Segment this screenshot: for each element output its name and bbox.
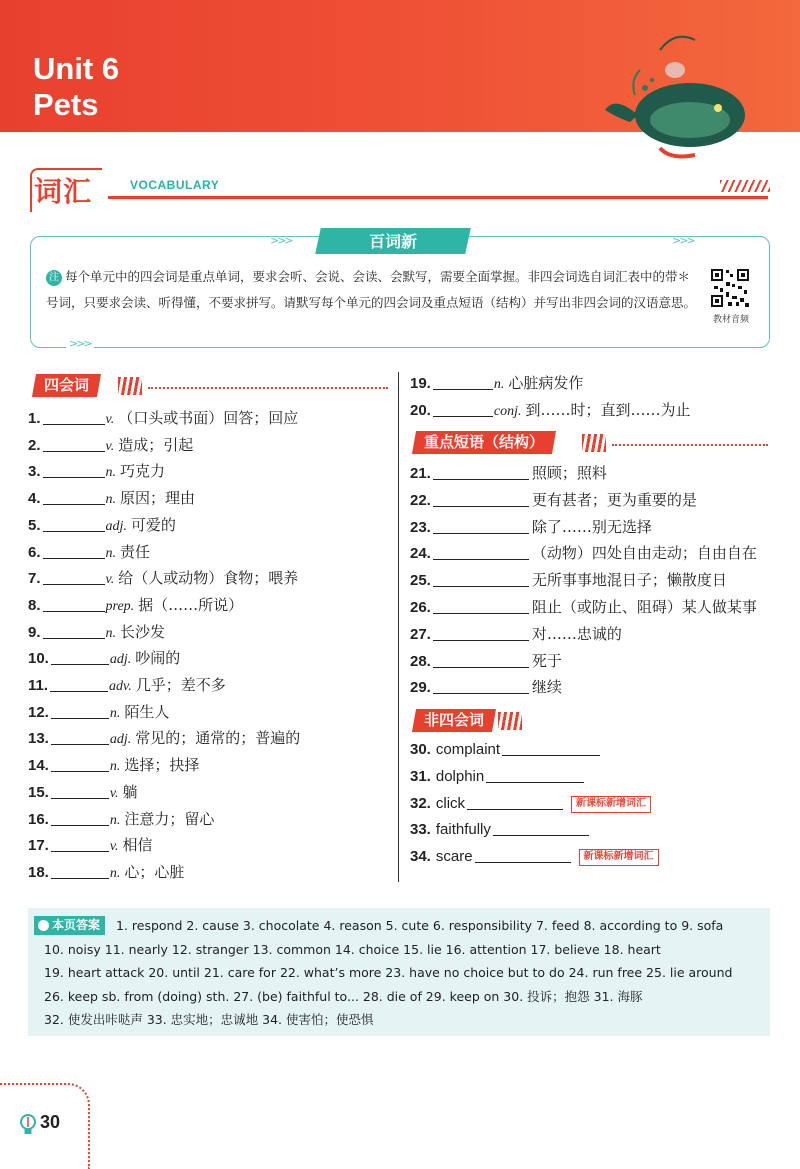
item-number: 25. [410, 572, 431, 590]
chinese-meaning: 继续 [531, 678, 562, 697]
item-number: 23. [410, 518, 431, 536]
item-number: 16. [28, 810, 49, 828]
arrows-decoration: >>> [672, 234, 694, 247]
answer-blank[interactable] [51, 755, 109, 772]
english-word: scare [435, 848, 473, 866]
new-curriculum-badge: 新课标新增词汇 [571, 796, 651, 813]
answer-line: 1. respond 2. cause 3. chocolate 4. reason 5. cute 6. responsibility 7. feed 8. according to 9. sofa [116, 918, 724, 933]
part-of-speech: n. [105, 545, 117, 561]
answer-blank[interactable] [433, 624, 529, 641]
unit-title: Unit 6 [33, 51, 120, 86]
vocab-row [28, 513, 176, 537]
chinese-meaning: 据（……所说） [138, 595, 244, 614]
answer-blank[interactable] [433, 463, 529, 480]
part-of-speech: n. [109, 865, 121, 881]
item-number: 1. [28, 410, 41, 427]
answer-blank[interactable] [51, 835, 109, 852]
vocab-row [28, 833, 153, 857]
vocab-row [28, 593, 243, 617]
item-number: 33. [410, 821, 431, 839]
column-divider [398, 372, 399, 882]
vocab-row [28, 486, 195, 510]
chinese-meaning: （口头或书面）回答；回应 [118, 409, 299, 427]
part-of-speech: adv. [109, 679, 132, 694]
part-of-speech: n. [105, 492, 117, 508]
part-of-speech: adj. [109, 732, 132, 748]
phrase-row [410, 488, 697, 512]
answer-blank[interactable] [433, 543, 529, 560]
qr-code-icon[interactable] [710, 268, 750, 308]
answer-blank[interactable] [433, 490, 529, 507]
item-number: 26. [410, 599, 431, 616]
vocab-row [28, 780, 138, 804]
answer-blank[interactable] [51, 862, 109, 879]
vocab-row [28, 566, 298, 590]
english-word: click [435, 794, 466, 812]
chinese-meaning: 相信 [122, 836, 153, 855]
phrase-row [410, 649, 562, 673]
chinese-meaning: 巧克力 [120, 462, 166, 481]
answer-label: 本页答案 [34, 916, 105, 935]
item-number: 24. [410, 545, 431, 563]
phrase-row [410, 595, 757, 619]
item-number: 20. [410, 402, 431, 419]
non-four-row [410, 764, 584, 788]
vocab-row [28, 726, 300, 750]
answer-blank[interactable] [43, 542, 105, 559]
answer-blank[interactable] [433, 373, 493, 390]
item-number: 21. [410, 465, 431, 482]
page-number: 30 [40, 1112, 61, 1132]
chinese-meaning: 对……忠诚的 [531, 624, 622, 643]
chinese-meaning: （动物）四处自由走动；自由自在 [531, 544, 757, 563]
chinese-meaning: 除了……别无选择 [531, 517, 652, 536]
arrows-decoration: >>> [66, 337, 94, 350]
item-number: 28. [410, 652, 431, 670]
part-of-speech: v. [105, 438, 115, 454]
item-number: 30. [410, 741, 431, 758]
vocabulary-title-en: VOCABULARY [130, 178, 220, 192]
decorative-stripes [498, 712, 522, 730]
part-of-speech: conj. [493, 404, 522, 419]
item-number: 19. [410, 375, 431, 392]
chinese-meaning: 心；心脏 [124, 862, 185, 881]
vocab-row [28, 753, 199, 777]
answer-blank[interactable] [43, 622, 105, 639]
answer-blank[interactable] [51, 809, 109, 826]
vocabulary-title-cn: 词汇 [34, 175, 93, 208]
chinese-meaning: 可爱的 [130, 515, 176, 534]
phrase-row [410, 541, 757, 565]
answer-line: 26. keep sb. from (doing) sth. 27. (be) faithful to... 28. die of 29. keep on 30. 投诉；抱怨 31. 海豚 [44, 988, 643, 1004]
part-of-speech: n. [105, 625, 117, 641]
vocab-row [28, 459, 165, 483]
vocab-row [28, 673, 226, 697]
chinese-meaning: 几乎；差不多 [135, 676, 226, 694]
item-number: 11. [28, 677, 49, 694]
whale-illustration [600, 10, 760, 160]
answer-blank[interactable] [502, 739, 600, 756]
answer-blank[interactable] [51, 728, 109, 745]
vocab-row [28, 646, 180, 670]
part-of-speech: adj. [109, 652, 132, 668]
phrase-row [410, 675, 562, 699]
answer-blank[interactable] [43, 595, 105, 612]
chinese-meaning: 责任 [120, 542, 151, 561]
vocab-row [28, 807, 214, 831]
item-number: 9. [28, 623, 41, 641]
answer-blank[interactable] [43, 568, 105, 585]
answer-blank[interactable] [43, 408, 105, 425]
item-number: 15. [28, 783, 49, 801]
chinese-meaning: 常见的；通常的；普遍的 [135, 729, 301, 748]
vocab-row [28, 620, 165, 644]
vocab-row [410, 371, 583, 395]
section-tag-four-skill: 四会词 [32, 374, 101, 397]
qr-label: 教材音频 [712, 315, 749, 325]
non-four-row [410, 737, 600, 761]
vocab-row [410, 398, 690, 422]
chinese-meaning: 造成；引起 [118, 435, 194, 454]
answer-blank[interactable] [43, 461, 105, 478]
item-number: 5. [28, 516, 41, 534]
new-curriculum-badge: 新课标新增词汇 [579, 849, 659, 866]
item-number: 4. [28, 490, 41, 508]
part-of-speech: n. [109, 705, 121, 721]
decorative-stripes [118, 377, 142, 395]
part-of-speech: prep. [105, 598, 135, 614]
chinese-meaning: 给（人或动物）食物；喂养 [118, 569, 299, 588]
answer-blank[interactable] [433, 677, 529, 694]
item-number: 12. [28, 703, 49, 721]
decorative-stripes [720, 180, 770, 192]
english-word: dolphin [435, 767, 485, 785]
non-four-row [410, 817, 589, 841]
non-four-row [410, 844, 659, 868]
lightbulb-icon [18, 1114, 38, 1136]
answer-blank[interactable] [467, 793, 563, 810]
chinese-meaning: 阻止（或防止、阻碍）某人做某事 [531, 598, 757, 616]
answer-blank[interactable] [43, 435, 105, 452]
chinese-meaning: 选择；抉择 [124, 756, 200, 775]
part-of-speech: v. [109, 785, 119, 801]
note-icon: 注 [46, 270, 62, 286]
part-of-speech: v. [105, 412, 115, 427]
item-number: 3. [28, 463, 41, 481]
part-of-speech: v. [109, 839, 119, 855]
item-number: 29. [410, 679, 431, 697]
item-number: 2. [28, 436, 41, 454]
part-of-speech: v. [105, 572, 115, 588]
vocab-row [28, 433, 193, 457]
phrase-row [410, 622, 622, 646]
vocabulary-header [30, 168, 770, 218]
item-number: 10. [28, 650, 49, 668]
answer-blank[interactable] [43, 488, 105, 505]
answer-blank[interactable] [433, 517, 529, 534]
phrase-row [410, 461, 607, 485]
notice-text [46, 264, 696, 316]
chinese-meaning: 到……时；直到……为止 [525, 401, 691, 419]
item-number: 13. [28, 730, 49, 748]
vocab-row [28, 540, 150, 564]
notice-body: 每个单元中的四会词是重点单词，要求会听、会说、会读、会默写，需要全面掌握。非四会词选自词汇表中的带＊号词，只要求会读、听得懂，不要求拼写。请默写每个单元的四会词及重点短语（结构）并写出非四会词的汉语意思。 [46, 269, 697, 310]
non-four-row [410, 791, 651, 815]
answer-line: 10. noisy 11. nearly 12. stranger 13. common 14. choice 15. lie 16. attention 17. believe 18. heart [44, 941, 661, 957]
arrows-decoration: >>> [270, 234, 292, 247]
vocabulary-divider [108, 196, 768, 199]
part-of-speech: n. [109, 759, 121, 775]
answer-blank[interactable] [493, 819, 589, 836]
item-number: 34. [410, 848, 431, 866]
notice-title: 百词新 [368, 232, 417, 251]
answer-blank[interactable] [433, 651, 529, 668]
chinese-meaning: 原因；理由 [120, 489, 196, 508]
item-number: 17. [28, 837, 49, 855]
answer-label-icon [38, 920, 49, 931]
item-number: 32. [410, 794, 431, 812]
english-word: complaint [435, 741, 501, 758]
item-number: 18. [28, 863, 49, 881]
answer-blank[interactable] [433, 570, 529, 587]
dotted-divider [612, 444, 768, 446]
vocab-row [28, 860, 184, 884]
item-number: 22. [410, 491, 431, 509]
chinese-meaning: 长沙发 [120, 622, 166, 641]
item-number: 8. [28, 596, 41, 614]
answer-blank[interactable] [433, 597, 529, 614]
phrase-row [410, 568, 727, 592]
chinese-meaning: 死于 [531, 651, 562, 670]
answer-blank[interactable] [51, 782, 109, 799]
part-of-speech: n. [493, 377, 505, 392]
chinese-meaning: 心脏病发作 [508, 374, 584, 392]
section-tag-non-four: 非四会词 [412, 709, 496, 732]
item-number: 27. [410, 625, 431, 643]
vocab-row [28, 700, 169, 724]
answer-blank[interactable] [51, 702, 109, 719]
chinese-meaning: 吵闹的 [135, 649, 181, 668]
chinese-meaning: 无所事事地混日子；懒散度日 [531, 571, 727, 590]
answer-blank[interactable] [43, 515, 105, 532]
item-number: 7. [28, 570, 41, 588]
part-of-speech: adj. [105, 518, 127, 534]
answer-blank[interactable] [433, 400, 493, 417]
vocab-row [28, 406, 298, 430]
english-word: faithfully [435, 821, 491, 839]
phrase-row [410, 515, 652, 539]
dotted-divider [148, 387, 388, 389]
decorative-stripes [582, 434, 606, 452]
item-number: 6. [28, 543, 41, 561]
chinese-meaning: 躺 [122, 782, 138, 801]
part-of-speech: n. [105, 465, 117, 481]
chinese-meaning: 注意力；留心 [124, 809, 215, 828]
item-number: 31. [410, 767, 431, 785]
part-of-speech: n. [109, 812, 121, 828]
unit-topic: Pets [33, 87, 99, 122]
answer-line: 32. 使发出咔哒声 33. 忠实地；忠诚地 34. 使害怕；使恐惧 [44, 1012, 374, 1027]
section-tag-phrases: 重点短语（结构） [412, 431, 556, 454]
chinese-meaning: 更有甚者；更为重要的是 [531, 490, 697, 509]
chinese-meaning: 陌生人 [124, 702, 170, 721]
answer-blank[interactable] [50, 675, 108, 692]
answer-blank[interactable] [486, 766, 584, 783]
item-number: 14. [28, 757, 49, 775]
answer-line: 19. heart attack 20. until 21. care for 22. what’s more 23. have no choice but to do 24. run free 25. lie around [44, 965, 733, 980]
chinese-meaning: 照顾；照料 [531, 464, 607, 482]
answer-blank[interactable] [475, 846, 571, 863]
answer-blank[interactable] [51, 648, 109, 665]
